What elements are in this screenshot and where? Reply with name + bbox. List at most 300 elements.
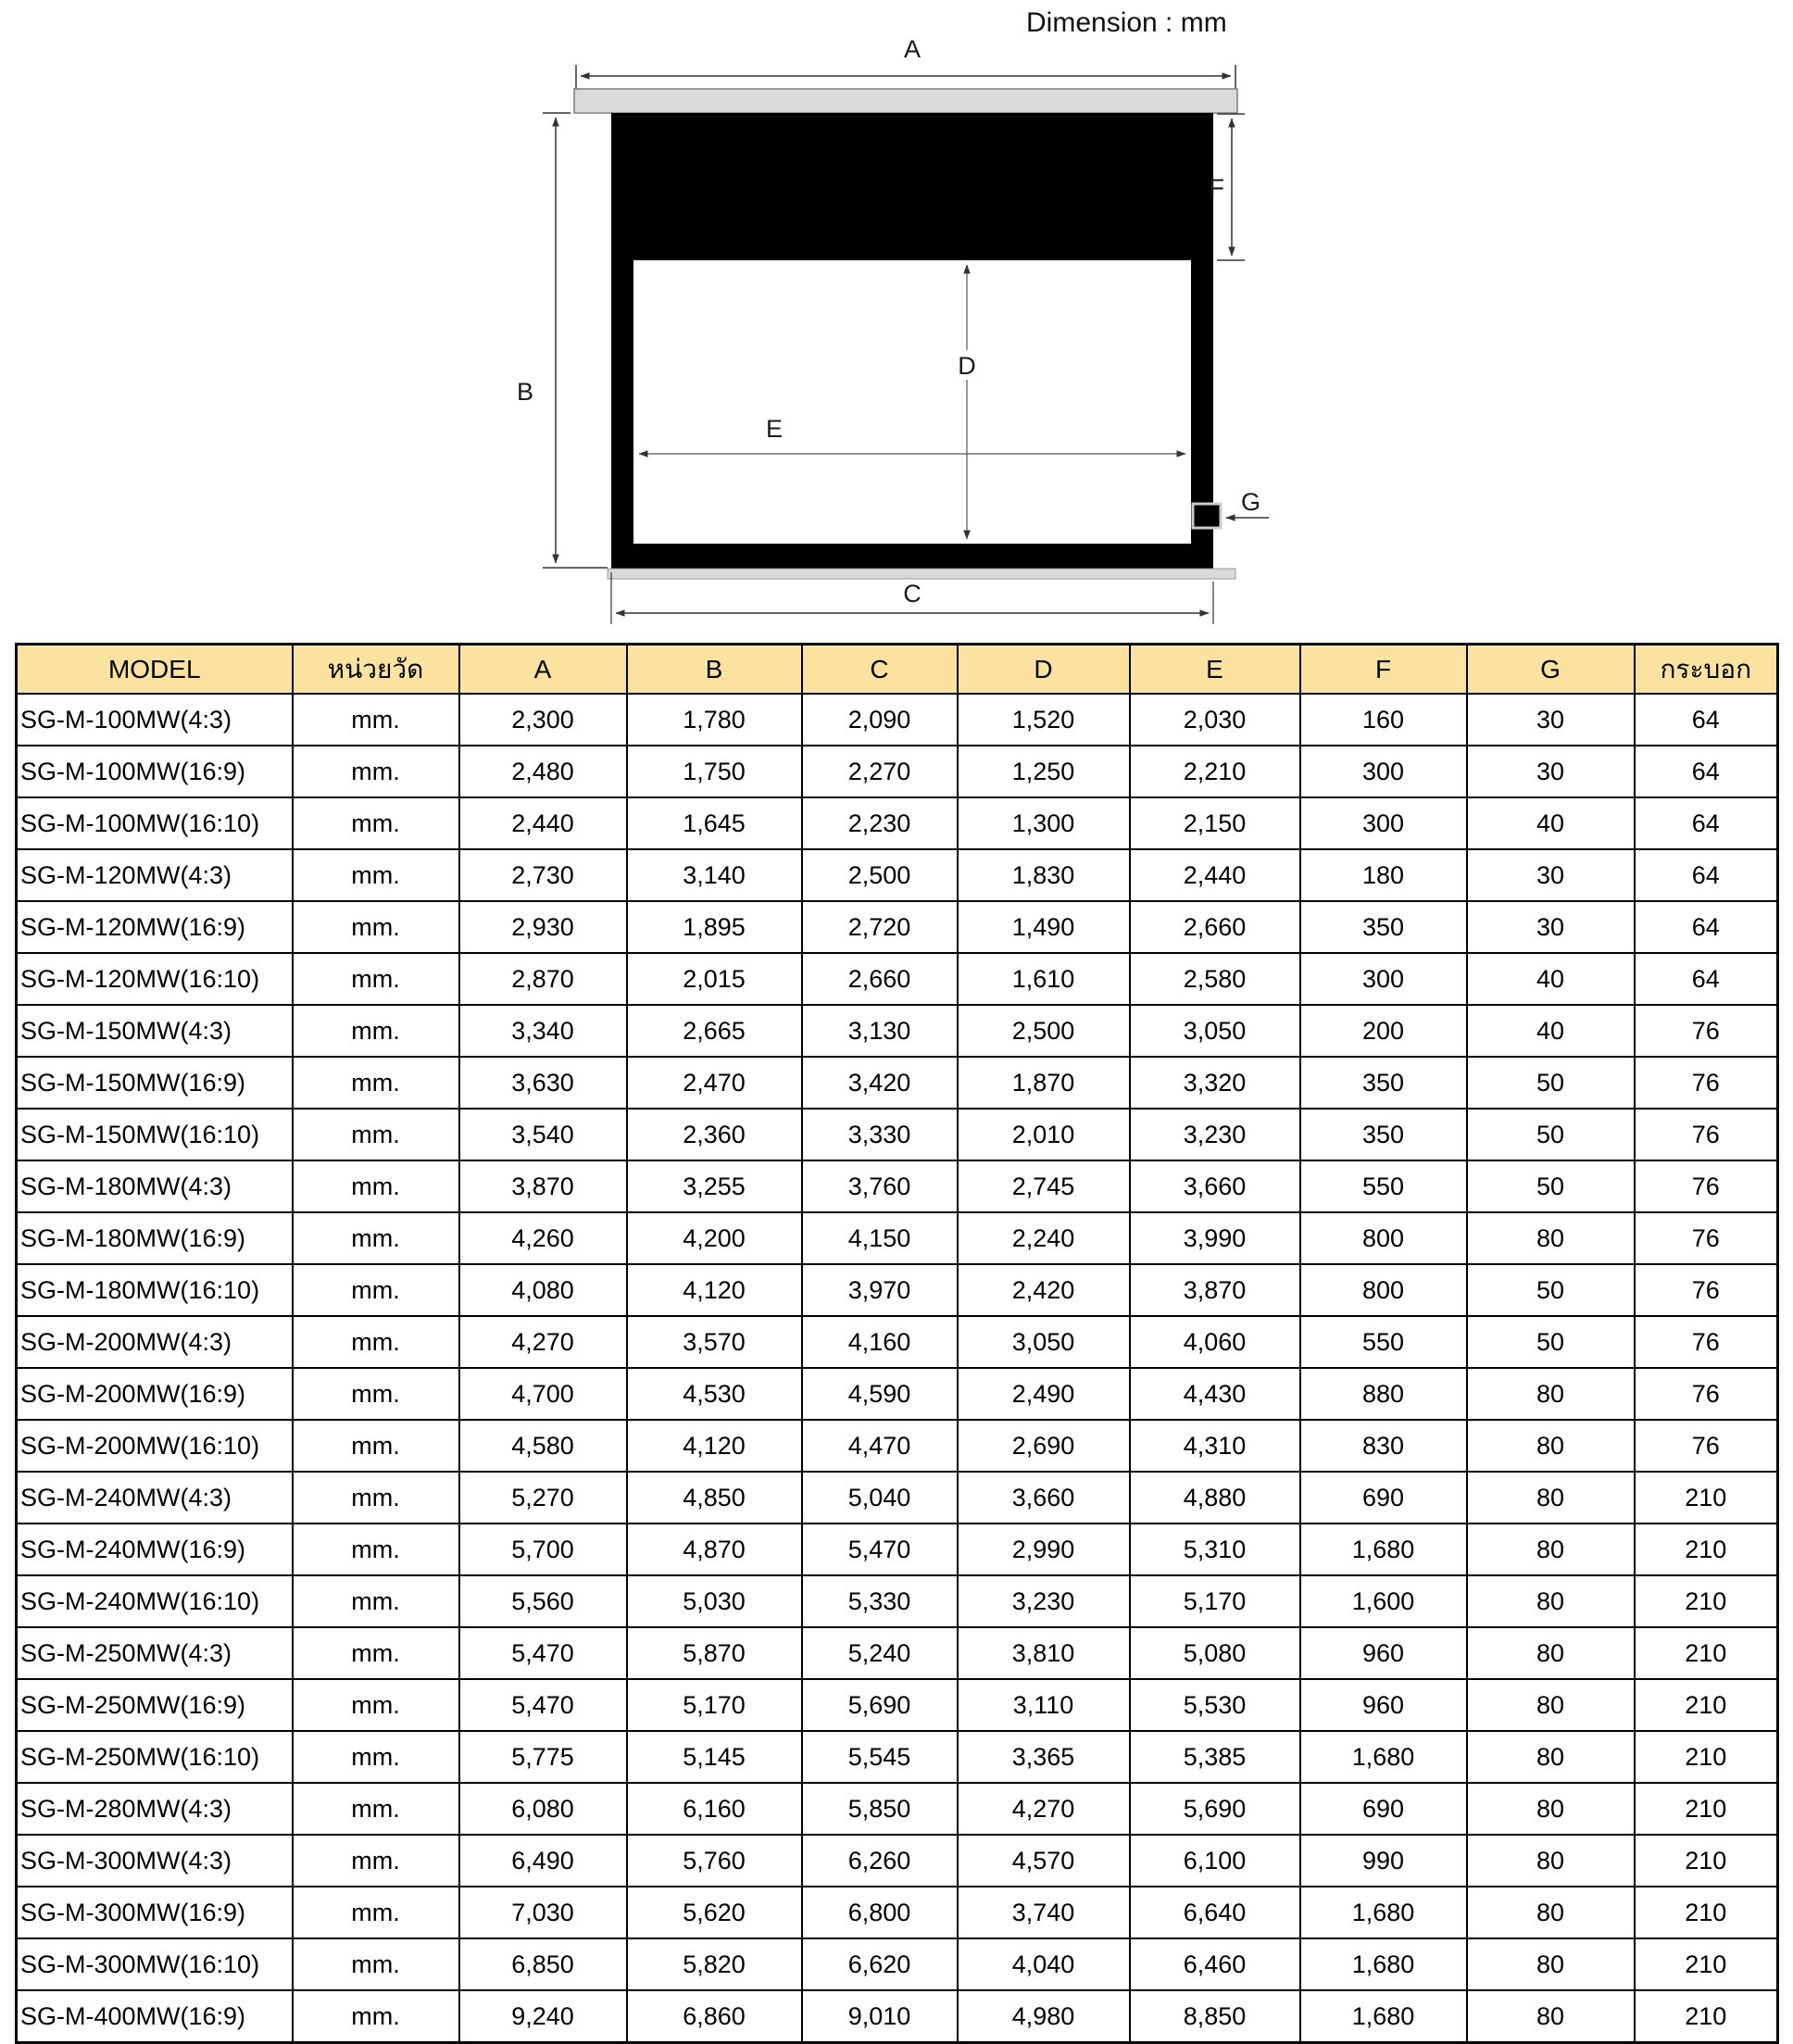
value-cell: 4,270: [459, 1316, 627, 1368]
value-cell: 5,170: [1130, 1575, 1300, 1627]
column-header-9: กระบอก: [1635, 645, 1778, 695]
value-cell: 80: [1467, 1835, 1635, 1887]
value-cell: mm.: [293, 1679, 459, 1731]
value-cell: 2,470: [627, 1057, 802, 1109]
value-cell: 1,750: [627, 746, 802, 797]
value-cell: 4,160: [802, 1316, 958, 1368]
value-cell: 550: [1300, 1160, 1467, 1212]
value-cell: mm.: [293, 1887, 459, 1938]
table-row: [17, 1264, 1778, 1316]
value-cell: 76: [1635, 1212, 1778, 1264]
value-cell: 3,970: [802, 1264, 958, 1316]
value-cell: mm.: [293, 1575, 459, 1627]
value-cell: 200: [1300, 1005, 1467, 1057]
value-cell: 80: [1467, 1627, 1635, 1679]
value-cell: 1,680: [1300, 1731, 1467, 1783]
table-row: [17, 1368, 1778, 1420]
value-cell: 80: [1467, 1990, 1635, 2043]
dim-label-f: F: [1209, 174, 1224, 202]
value-cell: 5,620: [627, 1887, 802, 1938]
model-cell: SG-M-120MW(4:3): [17, 849, 293, 901]
model-cell: SG-M-250MW(16:9): [17, 1679, 293, 1731]
value-cell: 210: [1635, 1627, 1778, 1679]
value-cell: mm.: [293, 1057, 459, 1109]
table-row: [17, 1679, 1778, 1731]
value-cell: 3,760: [802, 1160, 958, 1212]
value-cell: 3,050: [958, 1316, 1130, 1368]
value-cell: 800: [1300, 1212, 1467, 1264]
value-cell: 8,850: [1130, 1990, 1300, 2043]
value-cell: 1,610: [958, 953, 1130, 1005]
value-cell: 5,470: [802, 1524, 958, 1575]
value-cell: 30: [1467, 901, 1635, 953]
model-cell: SG-M-240MW(4:3): [17, 1472, 293, 1524]
value-cell: 4,570: [958, 1835, 1130, 1887]
value-cell: 5,240: [802, 1627, 958, 1679]
value-cell: mm.: [293, 1938, 459, 1990]
column-header-2: A: [459, 645, 627, 695]
value-cell: 2,660: [802, 953, 958, 1005]
value-cell: 4,850: [627, 1472, 802, 1524]
value-cell: mm.: [293, 797, 459, 849]
model-cell: SG-M-240MW(16:9): [17, 1524, 293, 1575]
value-cell: 800: [1300, 1264, 1467, 1316]
value-cell: 5,330: [802, 1575, 958, 1627]
value-cell: 64: [1635, 953, 1778, 1005]
column-header-8: G: [1467, 645, 1635, 695]
value-cell: 180: [1300, 849, 1467, 901]
value-cell: 960: [1300, 1679, 1467, 1731]
column-header-1: หน่วยวัด: [293, 645, 459, 695]
value-cell: 80: [1467, 1472, 1635, 1524]
value-cell: 4,430: [1130, 1368, 1300, 1420]
value-cell: 5,690: [1130, 1783, 1300, 1835]
value-cell: 6,850: [459, 1938, 627, 1990]
table-row: [17, 1057, 1778, 1109]
value-cell: 830: [1300, 1420, 1467, 1472]
table-row: [17, 1627, 1778, 1679]
value-cell: mm.: [293, 1212, 459, 1264]
value-cell: 4,980: [958, 1990, 1130, 2043]
value-cell: 2,665: [627, 1005, 802, 1057]
value-cell: 880: [1300, 1368, 1467, 1420]
value-cell: 2,270: [802, 746, 958, 797]
dim-label-g: G: [1241, 488, 1261, 516]
value-cell: 4,270: [958, 1783, 1130, 1835]
value-cell: 5,760: [627, 1835, 802, 1887]
model-cell: SG-M-400MW(16:9): [17, 1990, 293, 2043]
table-row: [17, 1109, 1778, 1160]
value-cell: 80: [1467, 1938, 1635, 1990]
table-row: [17, 901, 1778, 953]
value-cell: 2,490: [958, 1368, 1130, 1420]
value-cell: 6,620: [802, 1938, 958, 1990]
value-cell: 2,990: [958, 1524, 1130, 1575]
value-cell: 3,740: [958, 1887, 1130, 1938]
model-cell: SG-M-240MW(16:10): [17, 1575, 293, 1627]
spec-table: [15, 643, 1779, 2044]
dim-label-a: A: [903, 35, 922, 63]
model-cell: SG-M-250MW(4:3): [17, 1627, 293, 1679]
value-cell: 5,700: [459, 1524, 627, 1575]
value-cell: 3,630: [459, 1057, 627, 1109]
value-cell: 5,080: [1130, 1627, 1300, 1679]
model-cell: SG-M-300MW(16:10): [17, 1938, 293, 1990]
value-cell: 3,230: [1130, 1109, 1300, 1160]
value-cell: 6,490: [459, 1835, 627, 1887]
value-cell: 350: [1300, 901, 1467, 953]
value-cell: 1,600: [1300, 1575, 1467, 1627]
value-cell: 50: [1467, 1160, 1635, 1212]
value-cell: 160: [1300, 694, 1467, 746]
value-cell: 4,470: [802, 1420, 958, 1472]
value-cell: 210: [1635, 1887, 1778, 1938]
value-cell: 2,230: [802, 797, 958, 849]
value-cell: 2,210: [1130, 746, 1300, 797]
value-cell: 210: [1635, 1783, 1778, 1835]
value-cell: 76: [1635, 1005, 1778, 1057]
table-row: [17, 1212, 1778, 1264]
value-cell: 5,690: [802, 1679, 958, 1731]
value-cell: 7,030: [459, 1887, 627, 1938]
table-row: [17, 1472, 1778, 1524]
value-cell: 3,140: [627, 849, 802, 901]
value-cell: mm.: [293, 1627, 459, 1679]
value-cell: 3,130: [802, 1005, 958, 1057]
table-row: [17, 1731, 1778, 1783]
screen-side-tab: [1193, 504, 1221, 528]
value-cell: 2,500: [802, 849, 958, 901]
value-cell: 5,385: [1130, 1731, 1300, 1783]
column-header-0: MODEL: [17, 645, 293, 695]
value-cell: 5,530: [1130, 1679, 1300, 1731]
value-cell: 80: [1467, 1887, 1635, 1938]
model-cell: SG-M-300MW(4:3): [17, 1835, 293, 1887]
value-cell: 80: [1467, 1679, 1635, 1731]
table-row: [17, 1783, 1778, 1835]
value-cell: 76: [1635, 1109, 1778, 1160]
value-cell: 690: [1300, 1783, 1467, 1835]
value-cell: 4,120: [627, 1420, 802, 1472]
dim-label-d: D: [958, 352, 976, 380]
value-cell: 4,150: [802, 1212, 958, 1264]
value-cell: 2,500: [958, 1005, 1130, 1057]
value-cell: 9,240: [459, 1990, 627, 2043]
model-cell: SG-M-120MW(16:10): [17, 953, 293, 1005]
value-cell: 4,120: [627, 1264, 802, 1316]
dim-label-b: B: [516, 378, 533, 406]
value-cell: 990: [1300, 1835, 1467, 1887]
value-cell: 960: [1300, 1627, 1467, 1679]
value-cell: 4,310: [1130, 1420, 1300, 1472]
value-cell: mm.: [293, 1109, 459, 1160]
value-cell: 5,870: [627, 1627, 802, 1679]
column-header-3: B: [627, 645, 802, 695]
table-row: [17, 1524, 1778, 1575]
model-cell: SG-M-180MW(4:3): [17, 1160, 293, 1212]
value-cell: 210: [1635, 1731, 1778, 1783]
value-cell: 210: [1635, 1472, 1778, 1524]
value-cell: 2,660: [1130, 901, 1300, 953]
value-cell: 3,110: [958, 1679, 1130, 1731]
value-cell: 5,170: [627, 1679, 802, 1731]
value-cell: 30: [1467, 694, 1635, 746]
value-cell: 1,645: [627, 797, 802, 849]
value-cell: 300: [1300, 953, 1467, 1005]
value-cell: 76: [1635, 1316, 1778, 1368]
value-cell: 76: [1635, 1057, 1778, 1109]
value-cell: 2,030: [1130, 694, 1300, 746]
value-cell: 1,680: [1300, 1938, 1467, 1990]
value-cell: 4,260: [459, 1212, 627, 1264]
value-cell: 3,230: [958, 1575, 1130, 1627]
column-header-5: D: [958, 645, 1130, 695]
model-cell: SG-M-120MW(16:9): [17, 901, 293, 953]
model-cell: SG-M-100MW(4:3): [17, 694, 293, 746]
value-cell: 3,660: [1130, 1160, 1300, 1212]
column-header-4: C: [802, 645, 958, 695]
value-cell: 3,540: [459, 1109, 627, 1160]
value-cell: 3,330: [802, 1109, 958, 1160]
value-cell: 3,255: [627, 1160, 802, 1212]
column-header-6: E: [1130, 645, 1300, 695]
value-cell: 40: [1467, 953, 1635, 1005]
value-cell: 6,800: [802, 1887, 958, 1938]
model-cell: SG-M-180MW(16:9): [17, 1212, 293, 1264]
value-cell: 3,320: [1130, 1057, 1300, 1109]
value-cell: 5,310: [1130, 1524, 1300, 1575]
value-cell: 1,250: [958, 746, 1130, 797]
value-cell: 6,640: [1130, 1887, 1300, 1938]
value-cell: 50: [1467, 1109, 1635, 1160]
value-cell: 2,015: [627, 953, 802, 1005]
value-cell: mm.: [293, 1316, 459, 1368]
value-cell: 300: [1300, 797, 1467, 849]
value-cell: 5,030: [627, 1575, 802, 1627]
value-cell: mm.: [293, 1990, 459, 2043]
value-cell: mm.: [293, 1783, 459, 1835]
value-cell: 4,580: [459, 1420, 627, 1472]
table-row: [17, 1990, 1778, 2043]
value-cell: 2,730: [459, 849, 627, 901]
value-cell: 64: [1635, 746, 1778, 797]
value-cell: 64: [1635, 797, 1778, 849]
value-cell: 50: [1467, 1316, 1635, 1368]
value-cell: 76: [1635, 1264, 1778, 1316]
value-cell: 2,360: [627, 1109, 802, 1160]
value-cell: 2,010: [958, 1109, 1130, 1160]
screen-case-bar: [574, 89, 1237, 113]
value-cell: 64: [1635, 901, 1778, 953]
value-cell: 64: [1635, 849, 1778, 901]
value-cell: 210: [1635, 1524, 1778, 1575]
value-cell: 3,990: [1130, 1212, 1300, 1264]
table-row: [17, 1887, 1778, 1938]
value-cell: 50: [1467, 1264, 1635, 1316]
value-cell: 2,240: [958, 1212, 1130, 1264]
model-cell: SG-M-250MW(16:10): [17, 1731, 293, 1783]
value-cell: 350: [1300, 1109, 1467, 1160]
value-cell: 3,365: [958, 1731, 1130, 1783]
value-cell: mm.: [293, 1160, 459, 1212]
value-cell: 80: [1467, 1368, 1635, 1420]
value-cell: 4,530: [627, 1368, 802, 1420]
value-cell: 2,440: [459, 797, 627, 849]
value-cell: 76: [1635, 1368, 1778, 1420]
value-cell: 2,720: [802, 901, 958, 953]
model-cell: SG-M-150MW(4:3): [17, 1005, 293, 1057]
value-cell: mm.: [293, 694, 459, 746]
value-cell: 4,870: [627, 1524, 802, 1575]
value-cell: mm.: [293, 953, 459, 1005]
table-row: [17, 1835, 1778, 1887]
value-cell: 5,850: [802, 1783, 958, 1835]
value-cell: mm.: [293, 1835, 459, 1887]
dim-label-c: C: [903, 580, 922, 608]
dim-label-e: E: [765, 415, 784, 443]
value-cell: 76: [1635, 1160, 1778, 1212]
value-cell: 1,680: [1300, 1524, 1467, 1575]
value-cell: 5,470: [459, 1679, 627, 1731]
value-cell: 5,470: [459, 1627, 627, 1679]
model-cell: SG-M-150MW(16:10): [17, 1109, 293, 1160]
value-cell: 550: [1300, 1316, 1467, 1368]
value-cell: 5,270: [459, 1472, 627, 1524]
table-row: [17, 1575, 1778, 1627]
value-cell: 2,300: [459, 694, 627, 746]
value-cell: 6,080: [459, 1783, 627, 1835]
value-cell: 2,870: [459, 953, 627, 1005]
value-cell: 80: [1467, 1783, 1635, 1835]
table-header-row: [17, 645, 1778, 695]
table-row: [17, 849, 1778, 901]
value-cell: 40: [1467, 1005, 1635, 1057]
value-cell: 3,050: [1130, 1005, 1300, 1057]
value-cell: 80: [1467, 1575, 1635, 1627]
table-row: [17, 694, 1778, 746]
value-cell: 4,700: [459, 1368, 627, 1420]
value-cell: 80: [1467, 1524, 1635, 1575]
value-cell: mm.: [293, 1005, 459, 1057]
value-cell: 4,080: [459, 1264, 627, 1316]
value-cell: 1,680: [1300, 1887, 1467, 1938]
table-row: [17, 797, 1778, 849]
value-cell: 6,460: [1130, 1938, 1300, 1990]
value-cell: mm.: [293, 1472, 459, 1524]
value-cell: 690: [1300, 1472, 1467, 1524]
value-cell: 30: [1467, 849, 1635, 901]
value-cell: 4,060: [1130, 1316, 1300, 1368]
value-cell: 210: [1635, 1835, 1778, 1887]
model-cell: SG-M-100MW(16:10): [17, 797, 293, 849]
table-row: [17, 1005, 1778, 1057]
model-cell: SG-M-100MW(16:9): [17, 746, 293, 797]
value-cell: 76: [1635, 1420, 1778, 1472]
table-row: [17, 1160, 1778, 1212]
model-cell: SG-M-280MW(4:3): [17, 1783, 293, 1835]
value-cell: 1,680: [1300, 1990, 1467, 2043]
value-cell: 210: [1635, 1938, 1778, 1990]
dimension-unit-note: Dimension : mm: [1026, 7, 1227, 38]
value-cell: 2,480: [459, 746, 627, 797]
value-cell: 3,660: [958, 1472, 1130, 1524]
value-cell: 4,880: [1130, 1472, 1300, 1524]
value-cell: 2,580: [1130, 953, 1300, 1005]
model-cell: SG-M-200MW(4:3): [17, 1316, 293, 1368]
table-row: [17, 1420, 1778, 1472]
value-cell: 50: [1467, 1057, 1635, 1109]
value-cell: 2,930: [459, 901, 627, 953]
spec-table-section: [15, 643, 1778, 2044]
table-row: [17, 1938, 1778, 1990]
screen-viewing-area: [633, 260, 1191, 544]
model-cell: SG-M-200MW(16:10): [17, 1420, 293, 1472]
value-cell: 4,200: [627, 1212, 802, 1264]
screen-dimension-diagram: [0, 0, 1793, 643]
value-cell: 64: [1635, 694, 1778, 746]
value-cell: 30: [1467, 746, 1635, 797]
value-cell: 3,340: [459, 1005, 627, 1057]
model-cell: SG-M-300MW(16:9): [17, 1887, 293, 1938]
value-cell: 5,545: [802, 1731, 958, 1783]
value-cell: 9,010: [802, 1990, 958, 2043]
value-cell: mm.: [293, 1731, 459, 1783]
value-cell: 2,150: [1130, 797, 1300, 849]
value-cell: mm.: [293, 1420, 459, 1472]
value-cell: 210: [1635, 1575, 1778, 1627]
value-cell: 6,100: [1130, 1835, 1300, 1887]
value-cell: 5,775: [459, 1731, 627, 1783]
value-cell: 1,300: [958, 797, 1130, 849]
value-cell: 350: [1300, 1057, 1467, 1109]
value-cell: 4,590: [802, 1368, 958, 1420]
value-cell: 3,570: [627, 1316, 802, 1368]
value-cell: 1,780: [627, 694, 802, 746]
value-cell: 80: [1467, 1731, 1635, 1783]
value-cell: 6,160: [627, 1783, 802, 1835]
value-cell: 2,745: [958, 1160, 1130, 1212]
value-cell: 80: [1467, 1420, 1635, 1472]
value-cell: 1,830: [958, 849, 1130, 901]
value-cell: 1,490: [958, 901, 1130, 953]
value-cell: 300: [1300, 746, 1467, 797]
value-cell: mm.: [293, 849, 459, 901]
value-cell: 3,870: [459, 1160, 627, 1212]
value-cell: 5,145: [627, 1731, 802, 1783]
value-cell: 4,040: [958, 1938, 1130, 1990]
value-cell: mm.: [293, 746, 459, 797]
value-cell: 40: [1467, 797, 1635, 849]
model-cell: SG-M-180MW(16:10): [17, 1264, 293, 1316]
value-cell: mm.: [293, 1264, 459, 1316]
table-body: [17, 694, 1778, 2043]
value-cell: 80: [1467, 1212, 1635, 1264]
table-row: [17, 1316, 1778, 1368]
value-cell: 6,260: [802, 1835, 958, 1887]
value-cell: 210: [1635, 1679, 1778, 1731]
value-cell: 2,420: [958, 1264, 1130, 1316]
value-cell: 6,860: [627, 1990, 802, 2043]
value-cell: mm.: [293, 1524, 459, 1575]
value-cell: 210: [1635, 1990, 1778, 2043]
dimension-drawing: [0, 0, 1793, 643]
value-cell: mm.: [293, 1368, 459, 1420]
table-row: [17, 746, 1778, 797]
value-cell: 5,820: [627, 1938, 802, 1990]
value-cell: 3,870: [1130, 1264, 1300, 1316]
value-cell: 1,520: [958, 694, 1130, 746]
model-cell: SG-M-150MW(16:9): [17, 1057, 293, 1109]
